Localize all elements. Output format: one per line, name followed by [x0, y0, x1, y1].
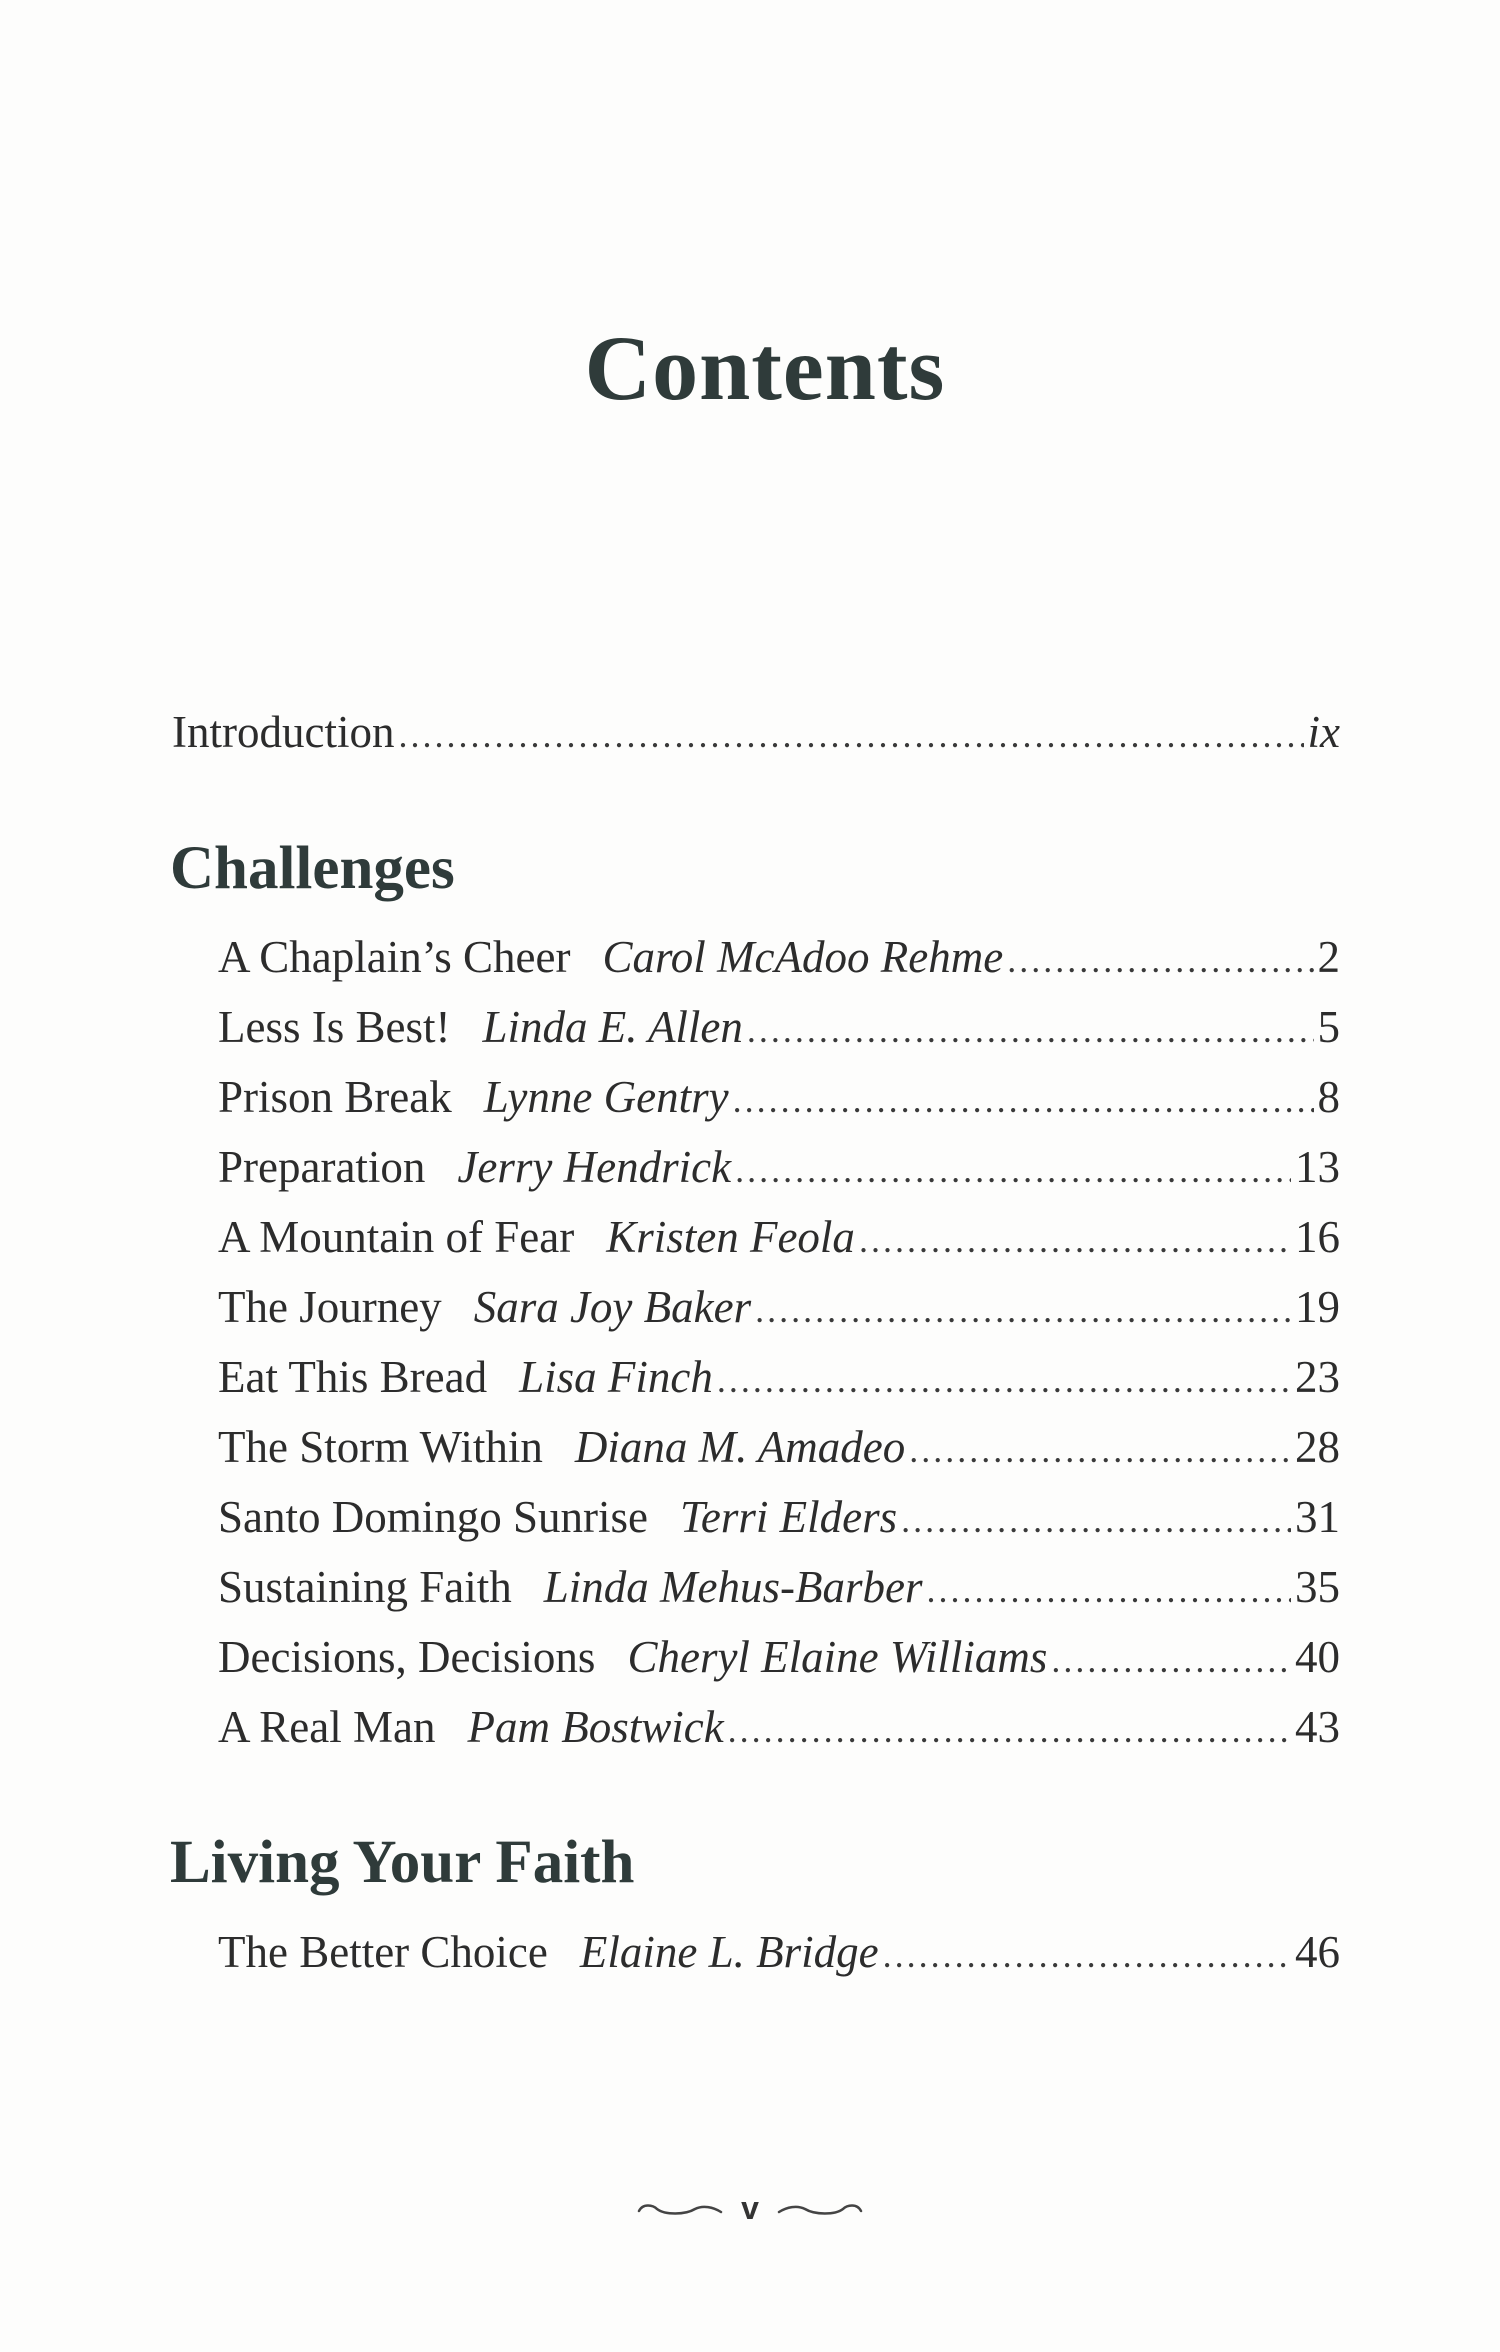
- entry-author: Sara Joy Baker: [473, 1282, 752, 1332]
- entry-author: Elaine L. Bridge: [579, 1927, 879, 1977]
- toc-entry: [218, 932, 1340, 982]
- entry-author: Jerry Hendrick: [457, 1142, 732, 1192]
- page-title: Contents: [584, 317, 946, 419]
- entry-title: The Better Choice: [218, 1927, 548, 1977]
- entry-title: Introduction: [172, 707, 395, 757]
- entry-page: 2: [1317, 932, 1340, 982]
- entry-author: Pam Bostwick: [467, 1702, 724, 1752]
- entry-title: The Storm Within: [218, 1422, 543, 1472]
- dot-leader: [717, 1362, 1291, 1398]
- entry-page: 28: [1295, 1422, 1340, 1472]
- dot-leader: [927, 1572, 1291, 1608]
- entry-page: 43: [1295, 1702, 1340, 1752]
- dot-leader: [398, 717, 1303, 753]
- entry-page: 23: [1295, 1352, 1340, 1402]
- entry-title: The Journey: [218, 1282, 442, 1332]
- entry-page: 5: [1317, 1002, 1340, 1052]
- entry-author: Linda Mehus-Barber: [543, 1562, 923, 1612]
- entry-title: A Real Man: [218, 1702, 436, 1752]
- entry-title: Eat This Bread: [218, 1352, 488, 1402]
- dot-leader: [859, 1222, 1291, 1258]
- toc-entry: [218, 1352, 1340, 1402]
- entry-page: 31: [1295, 1492, 1340, 1542]
- dot-leader: [735, 1152, 1291, 1188]
- page-number: v: [741, 2190, 759, 2226]
- left-swash-ornament: [635, 2199, 725, 2219]
- entry-title: Prison Break: [218, 1072, 452, 1122]
- dot-leader: [1051, 1642, 1291, 1678]
- toc-entry: [218, 1492, 1340, 1542]
- dot-leader: [747, 1012, 1314, 1048]
- toc-entry: [218, 1927, 1340, 1977]
- entry-author: Terri Elders: [680, 1492, 898, 1542]
- entry-author: Lisa Finch: [519, 1352, 713, 1402]
- dot-leader: [909, 1432, 1291, 1468]
- dot-leader: [1007, 942, 1313, 978]
- page-footer: [0, 2190, 1500, 2227]
- toc-entry-introduction: [172, 707, 1340, 757]
- entry-author: Diana M. Amadeo: [574, 1422, 906, 1472]
- entry-author: Linda E. Allen: [482, 1002, 743, 1052]
- toc-entry: [218, 1002, 1340, 1052]
- toc-entry: [218, 1212, 1340, 1262]
- entry-title: Less Is Best!: [218, 1002, 451, 1052]
- entry-page: 16: [1295, 1212, 1340, 1262]
- section-heading-living-your-faith: Living Your Faith: [170, 1829, 635, 1896]
- entry-page: ix: [1307, 707, 1340, 757]
- section-heading-challenges: Challenges: [170, 835, 455, 902]
- entry-title: Sustaining Faith: [218, 1562, 512, 1612]
- right-swash-ornament: [775, 2199, 865, 2219]
- toc-entry: [218, 1142, 1340, 1192]
- entry-page: 46: [1295, 1927, 1340, 1977]
- toc-entry: [218, 1562, 1340, 1612]
- entry-page: 19: [1295, 1282, 1340, 1332]
- dot-leader: [883, 1937, 1291, 1973]
- dot-leader: [901, 1502, 1291, 1538]
- dot-leader: [755, 1292, 1291, 1328]
- dot-leader: [728, 1712, 1291, 1748]
- entry-author: Cheryl Elaine Williams: [627, 1632, 1048, 1682]
- entry-title: Preparation: [218, 1142, 426, 1192]
- entry-page: 35: [1295, 1562, 1340, 1612]
- toc-entry: [218, 1072, 1340, 1122]
- toc-entry: [218, 1422, 1340, 1472]
- entry-title: Decisions, Decisions: [218, 1632, 596, 1682]
- entry-author: Lynne Gentry: [483, 1072, 729, 1122]
- entry-title: A Chaplain’s Cheer: [218, 932, 571, 982]
- toc-entry: [218, 1282, 1340, 1332]
- toc-entry: [218, 1702, 1340, 1752]
- entry-title: Santo Domingo Sunrise: [218, 1492, 649, 1542]
- entry-author: Kristen Feola: [606, 1212, 855, 1262]
- entry-title: A Mountain of Fear: [218, 1212, 575, 1262]
- entry-page: 8: [1317, 1072, 1340, 1122]
- toc-entry: [218, 1632, 1340, 1682]
- entry-author: Carol McAdoo Rehme: [602, 932, 1004, 982]
- entry-page: 13: [1295, 1142, 1340, 1192]
- dot-leader: [733, 1082, 1314, 1118]
- entry-page: 40: [1295, 1632, 1340, 1682]
